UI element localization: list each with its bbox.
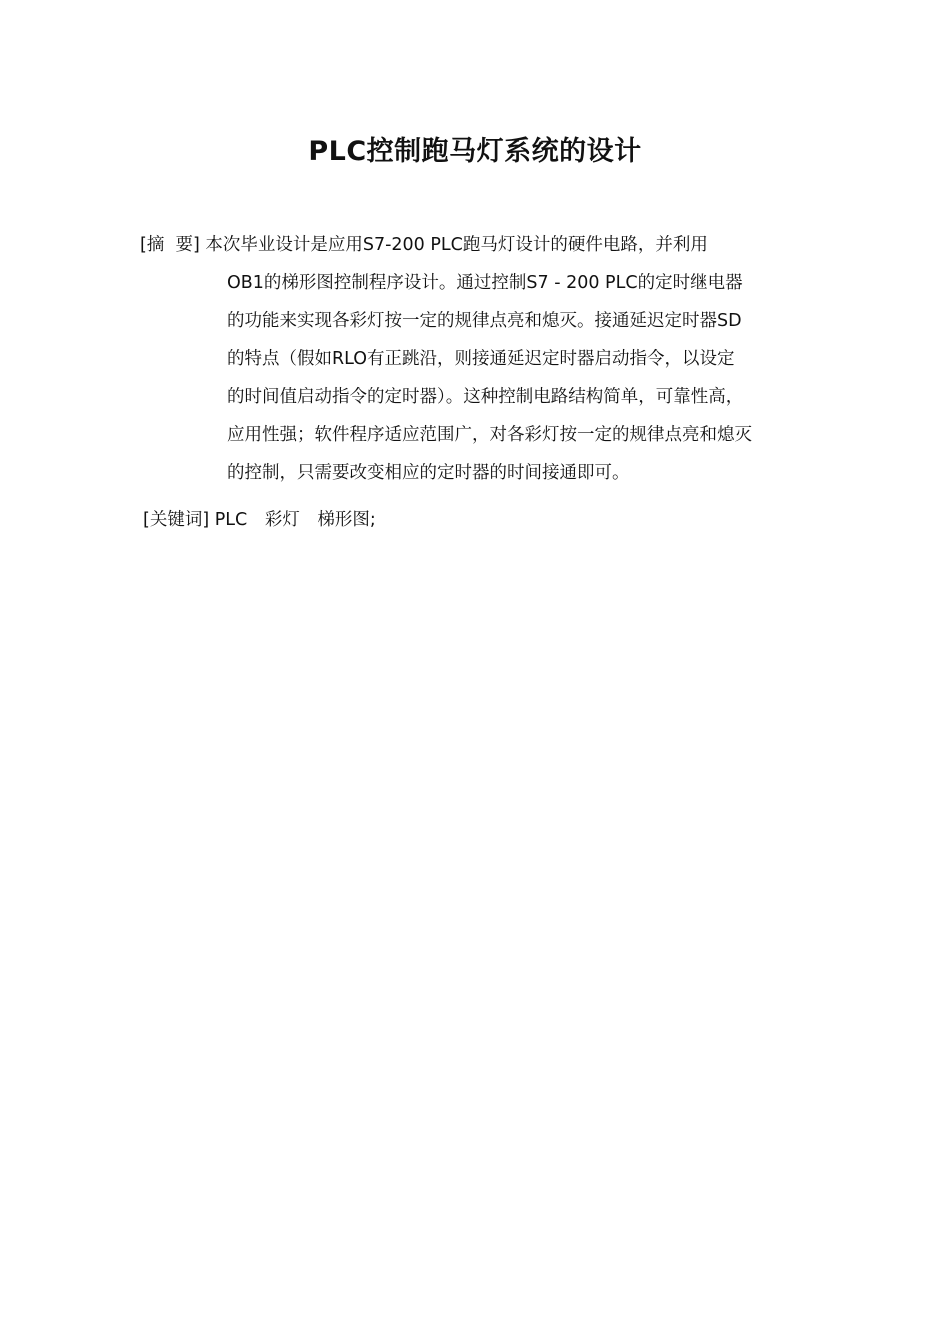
- abstract-line-5: 的时间值启动指令的定时器）。这种控制电路结构简单，可靠性高，: [227, 387, 744, 407]
- abstract-text: 本次毕业设计是应用S7-200 PLC跑马灯设计的硬件电路，并利用: [205, 235, 708, 255]
- abstract-section: [140, 226, 808, 492]
- keyword-item: 彩灯: [264, 510, 300, 530]
- abstract-label: [摘 要]: [140, 235, 200, 255]
- abstract-line-2: OB1的梯形图控制程序设计。通过控制S7 - 200 PLC的定时继电器: [227, 273, 743, 293]
- abstract-line-3: 的功能来实现各彩灯按一定的规律点亮和熄灭。接通延迟定时器SD: [227, 311, 742, 331]
- keyword-item: PLC: [214, 510, 248, 530]
- document-title: PLC控制跑马灯系统的设计: [308, 136, 642, 167]
- abstract-line-1: [140, 226, 808, 264]
- keyword-item: 梯形图;: [317, 510, 376, 530]
- abstract-line-6: 应用性强；软件程序适应范围广，对各彩灯按一定的规律点亮和熄灭: [227, 425, 752, 445]
- abstract-line-4: 的特点（假如RLO有正跳沿，则接通延迟定时器启动指令，以设定: [227, 349, 735, 369]
- keywords-label: [关键词]: [143, 510, 210, 530]
- abstract-line-7: 的控制，只需要改变相应的定时器的时间接通即可。: [227, 463, 630, 483]
- keywords-section: [143, 503, 376, 537]
